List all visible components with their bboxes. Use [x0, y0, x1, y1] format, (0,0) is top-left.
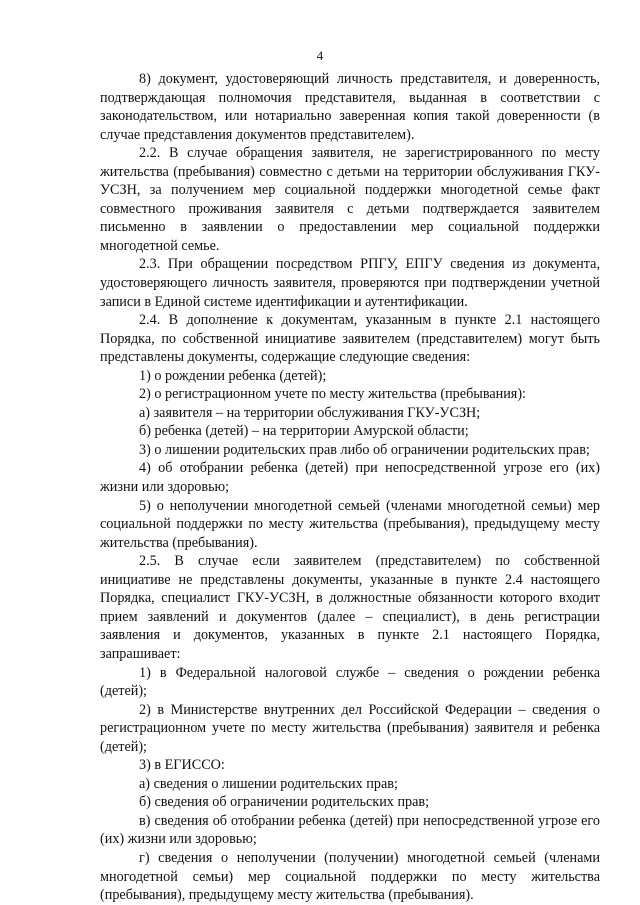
list-item-2-5-3-d: г) сведения о неполучении (получении) многодетной семьей (членами многодетной семьи) мер социальной поддержки по месту жительства (пребывания), предыдущему месту жительства (пребывания). — [100, 849, 600, 904]
page-number: 4 — [316, 48, 324, 63]
list-item-2-4-2-a: а) заявителя – на территории обслуживания ГКУ-УСЗН; — [139, 404, 481, 421]
list-item-2-4-3: 3) о лишении родительских прав либо об ограничении родительских прав; — [139, 441, 590, 458]
paragraph-item-8-power-of-attorney: 8) документ, удостоверяющий личность представителя, и доверенность, подтверждающая полномочия представителя, выданная в соответствии с законодательством, или нотариально заверенная копия такой доверенности (в случае представления документов представителем). — [100, 71, 600, 143]
list-item-2-4-1: 1) о рождении ребенка (детей); — [139, 367, 327, 384]
paragraph-2-5: 2.5. В случае если заявителем (представителем) по собственной инициативе не представлены документы, указанные в пункте 2.4 настоящего Порядка, специалист ГКУ-УСЗН, в должностные обязанности которого входит прием заявлений и документов (далее – специалист), в день регистрации заявления и документов, указанных в пункте 2.1 настоящего Порядка, запрашивает: — [100, 553, 600, 662]
list-item-2-5-1: 1) в Федеральной налоговой службе – сведения о рождении ребенка (детей); — [100, 664, 600, 700]
paragraph-2-3: 2.3. При обращении посредством РПГУ, ЕПГУ сведения из документа, удостоверяющего личность заявителя, проверяются при подтверждении учетной записи в Единой системе идентификации и аутентификации. — [100, 256, 600, 310]
list-item-2-4-2-b: б) ребенка (детей) – на территории Амурской области; — [139, 423, 469, 440]
list-item-2-5-3-c: в) сведения об отобрании ребенка (детей) при непосредственной угрозе его (их) жизни или здоровью; — [100, 812, 600, 848]
document-body — [100, 70, 600, 905]
list-item-2-4-5: 5) о неполучении многодетной семьей (членами многодетной семьи) мер социальной поддержки по месту жительства (пребывания), предыдущему месту жительства (пребывания). — [100, 497, 600, 551]
paragraph-2-4: 2.4. В дополнение к документам, указанным в пункте 2.1 настоящего Порядка, по собственной инициативе заявителем (представителем) могут быть представлены документы, содержащие следующие сведения: — [100, 312, 600, 366]
list-item-2-5-2: 2) в Министерстве внутренних дел Российской Федерации – сведения о регистрационном учете по месту жительства (пребывания) заявителя и ребенка (детей); — [100, 701, 600, 755]
list-item-2-5-3-a: а) сведения о лишении родительских прав; — [139, 775, 398, 792]
paragraph-2-2: 2.2. В случае обращения заявителя, не зарегистрированного по месту жительства (пребывания) совместно с детьми на территории обслуживания ГКУ-УСЗН, за получением мер социальной поддержки многодетной семье факт совместного проживания заявителя с детьми подтверждается заявителем письменно в заявлении о предоставлении мер социальной поддержки многодетной семье. — [100, 145, 600, 254]
list-item-2-4-2: 2) о регистрационном учете по месту жительства (пребывания): — [139, 386, 527, 403]
list-item-2-5-3: 3) в ЕГИССО: — [139, 757, 225, 774]
list-item-2-4-4: 4) об отобрании ребенка (детей) при непосредственной угрозе его (их) жизни или здоровью; — [100, 460, 600, 496]
list-item-2-5-3-b: б) сведения об ограничении родительских прав; — [139, 794, 430, 811]
